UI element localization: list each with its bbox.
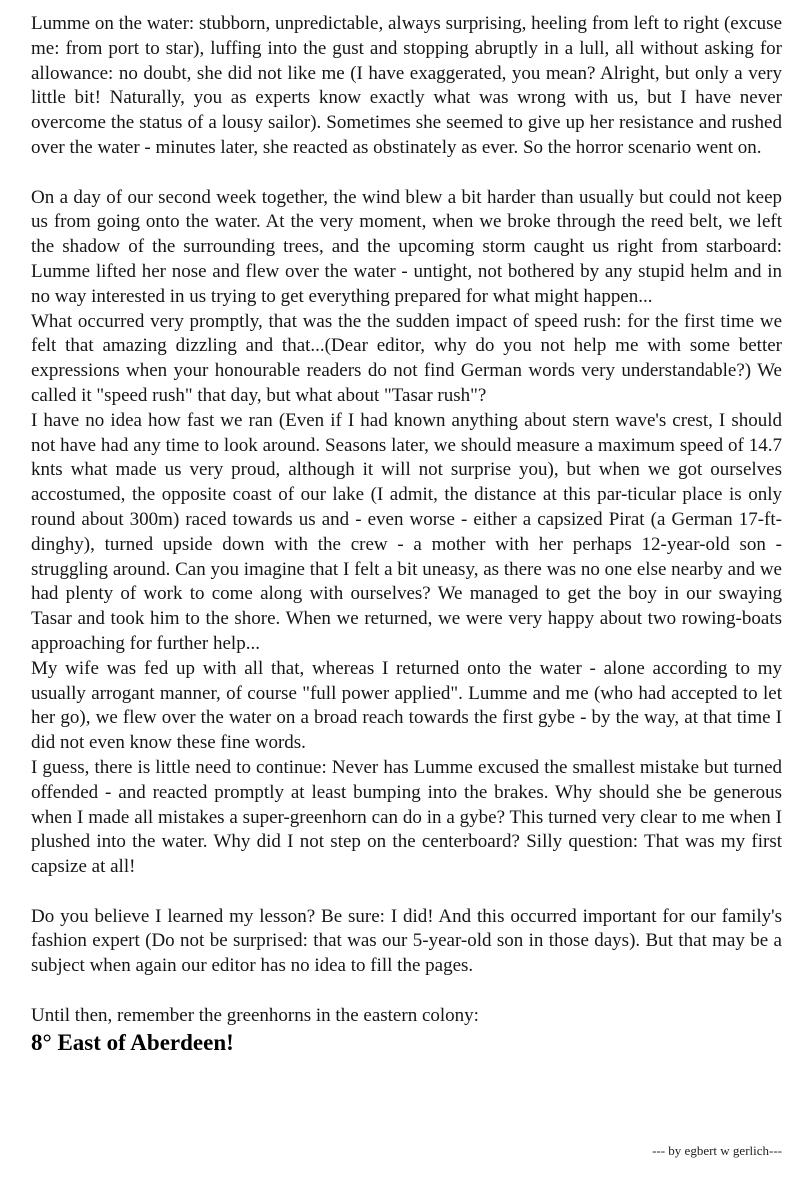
author-byline: --- by egbert w gerlich--- xyxy=(652,1143,782,1158)
paragraph-gap xyxy=(31,161,782,186)
closing-line: Until then, remember the greenhorns in the eastern colony: xyxy=(31,1004,479,1026)
paragraph-2: On a day of our second week together, the wind blew a bit harder than usually but could not keep us from going onto the water. At the very moment, when we broke through the reed belt, we left the shadow of the surrounding trees, and the upcoming storm caught us right from starboard: Lumme lifted her nose and flew over the water - untight, not bothered by any stupid helm and in no way interested in us trying to get everything prepared for what might happen... xyxy=(31,186,782,307)
paragraph-1: Lumme on the water: stubborn, unpredictable, always surprising, heeling from left to right (excuse me: from port to star), luffing into the gust and stopping abruptly in a lull, all without asking for allowance: no doubt, she did not like me (I have exaggerated, you mean? Alright, but only a very little bit! Naturally, you as experts know exactly what was wrong with us, but I have never overcome the status of a lousy sailor). Sometimes she seemed to give up her resistance and rushed over the water - minutes later, she reacted as obstinately as ever. So the horror scenario went on. xyxy=(31,13,782,158)
paragraph-7: Do you believe I learned my lesson? Be sure: I did! And this occurred important for our family's fashion expert (Do not be surprised: that was our 5-year-old son in those days). But that may be a subject when again our editor has no idea to fill the pages. xyxy=(31,905,782,977)
paragraph-4: I have no idea how fast we ran (Even if I had known anything about stern wave's crest, I should not have had any time to look around. Seasons later, we should measure a maximum speed of 14.7 knts what made us very proud, although it will not surprise you), but when we got ourselves accostumed, the opposite coast of our lake (I admit, the distance at this par-ticular place is only round about 300m) raced towards us and - even worse - either a capsized Pirat (a German 17-ft-dinghy), turned upside down with the crew - a mother with her perhaps 12-year-old son - struggling around. Can you imagine that I felt a bit uneasy, as there was no one else nearby and we had plenty of work to come along with ourselves? We managed to get the boy in our swaying Tasar and took him to the shore. When we returned, we were very happy about two rowing-boats approaching for further help... xyxy=(31,409,782,654)
paragraph-5: My wife was fed up with all that, whereas I returned onto the water - alone according to my usually arrogant manner, of course "full power applied". Lumme and me (who had accepted to let her go), we flew over the water on a broad reach towards the first gybe - by the way, at that time I did not even know these fine words. xyxy=(31,657,782,754)
paragraph-6: I guess, there is little need to continue: Never has Lumme excused the smallest mistake but turned offended - and reacted promptly at least bumping into the brakes. Why should she be generous when I made all mistakes a super-greenhorn can do in a gybe? This turned very clear to me when I plushed into the water. Why did I not step on the centerboard? Silly question: That was my first capsize at all! xyxy=(31,756,782,878)
paragraph-gap xyxy=(31,880,782,905)
paragraph-gap xyxy=(31,979,782,1004)
paragraph-3: What occurred very promptly, that was the the sudden impact of speed rush: for the first time we felt that amazing dizzling and that...(Dear editor, why do you not help me with some better expressions when your honourable readers do not find German words very understandable?) We called it "speed rush" that day, but what about "Tasar rush"? xyxy=(31,310,782,406)
signoff-heading: 8° East of Aberdeen! xyxy=(31,1029,234,1055)
